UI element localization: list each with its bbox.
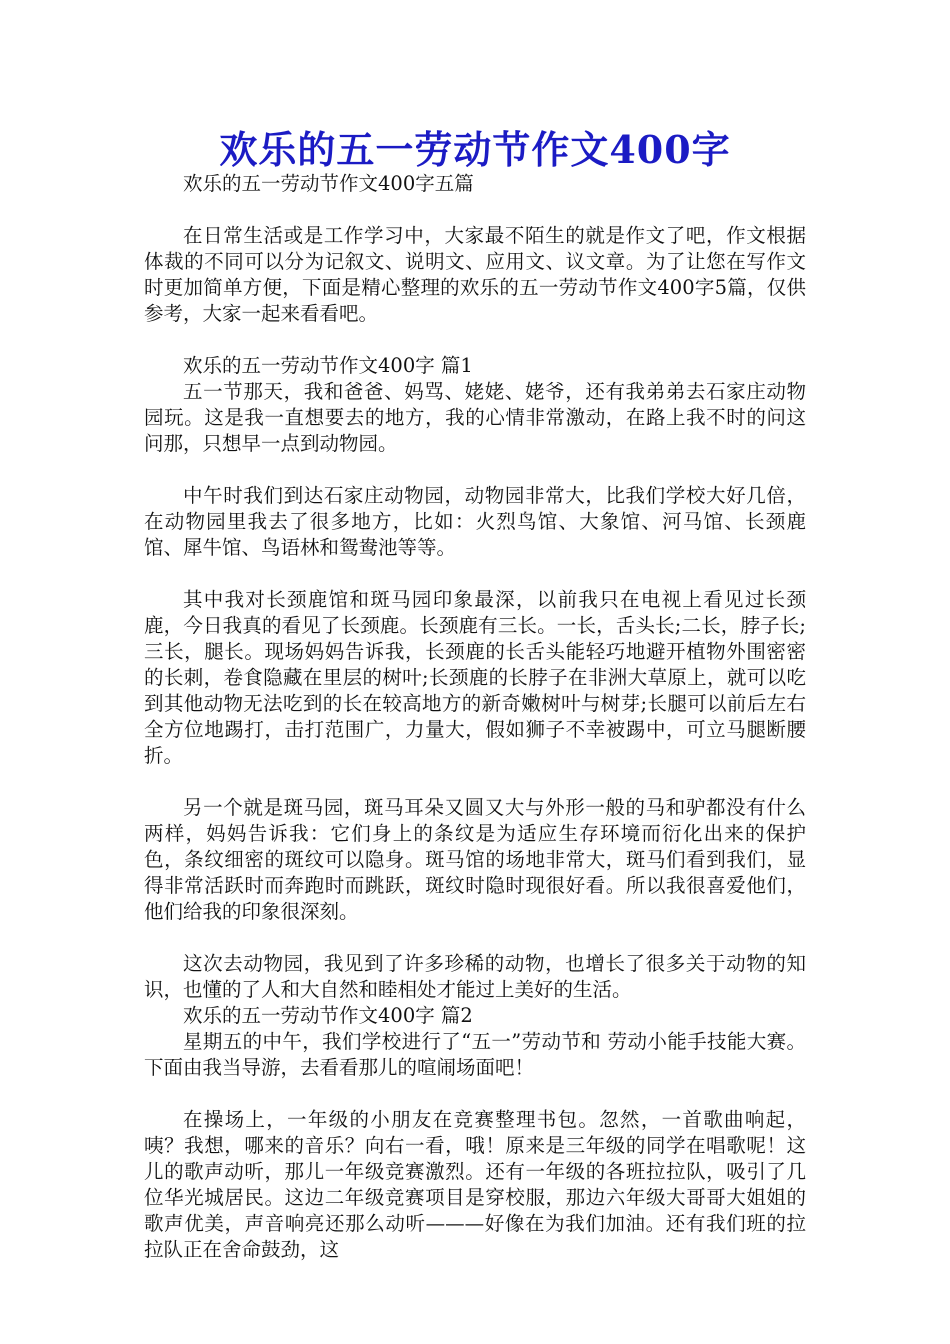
paragraph: 另一个就是斑马园，斑马耳朵又圆又大与外形一般的马和驴都没有什么两样，妈妈告诉我：它们身上的条纹是为适应生存环境而衍化出来的保护色，条纹细密的斑纹可以隐身。斑马馆的场地非常大，斑马们看到我们，显得非常活跃时而奔跑时而跳跃，斑纹时隐时现很好看。所以我很喜爱他们，他们给我的印象很深刻。 (144, 796, 806, 923)
paragraph: 中午时我们到达石家庄动物园，动物园非常大，比我们学校大好几倍，在动物园里我去了很多地方，比如：火烈鸟馆、大象馆、河马馆、长颈鹿馆、犀牛馆、鸟语林和鸳鸯池等等。 (144, 484, 806, 559)
document-subtitle: 欢乐的五一劳动节作文400字五篇 (183, 172, 474, 195)
section-heading-1: 欢乐的五一劳动节作文400字 篇1 (183, 354, 473, 377)
document-title: 欢乐的五一劳动节作文400字 (219, 127, 731, 172)
paragraph: 其中我对长颈鹿馆和斑马园印象最深，以前我只在电视上看见过长颈鹿，今日我真的看见了长颈鹿。长颈鹿有三长。一长，舌头长;二长，脖子长;三长，腿长。现场妈妈告诉我，长颈鹿的长舌头能轻巧地避开植物外围密密的长刺，卷食隐藏在里层的树叶;长颈鹿的长脖子在非洲大草原上，就可以吃到其他动物无法吃到的长在较高地方的新奇嫩树叶与树芽;长腿可以前后左右全方位地踢打，击打范围广，力量大，假如狮子不幸被踢中，可立马腿断腰折。 (144, 588, 806, 767)
section-heading-2: 欢乐的五一劳动节作文400字 篇2 (183, 1004, 473, 1027)
paragraph: 星期五的中午，我们学校进行了“五一”劳动节和 劳动小能手技能大赛。下面由我当导游，去看看那儿的喧闹场面吧！ (144, 1030, 806, 1079)
paragraph: 这次去动物园，我见到了许多珍稀的动物，也增长了很多关于动物的知识，也懂的了人和大自然和睦相处才能过上美好的生活。 (144, 952, 806, 1001)
document-body (144, 171, 806, 1263)
paragraph: 在操场上，一年级的小朋友在竞赛整理书包。忽然，一首歌曲响起，咦？我想，哪来的音乐？向右一看，哦！原来是三年级的同学在唱歌呢！这儿的歌声动听，那儿一年级竞赛激烈。还有一年级的各班拉拉队，吸引了几位华光城居民。这边二年级竞赛项目是穿校服，那边六年级大哥哥大姐姐的歌声优美，声音响亮还那么动听———好像在为我们加油。还有我们班的拉拉队正在舍命鼓劲，这 (144, 1108, 806, 1261)
paragraph: 五一节那天，我和爸爸、妈骂、姥姥、姥爷，还有我弟弟去石家庄动物园玩。这是我一直想要去的地方，我的心情非常激动，在路上我不时的问这问那，只想早一点到动物园。 (144, 380, 806, 455)
intro-paragraph: 在日常生活或是工作学习中，大家最不陌生的就是作文了吧，作文根据体裁的不同可以分为记叙文、说明文、应用文、议文章。为了让您在写作文时更加简单方便，下面是精心整理的欢乐的五一劳动节作文400字5篇，仅供参考，大家一起来看看吧。 (144, 224, 806, 325)
